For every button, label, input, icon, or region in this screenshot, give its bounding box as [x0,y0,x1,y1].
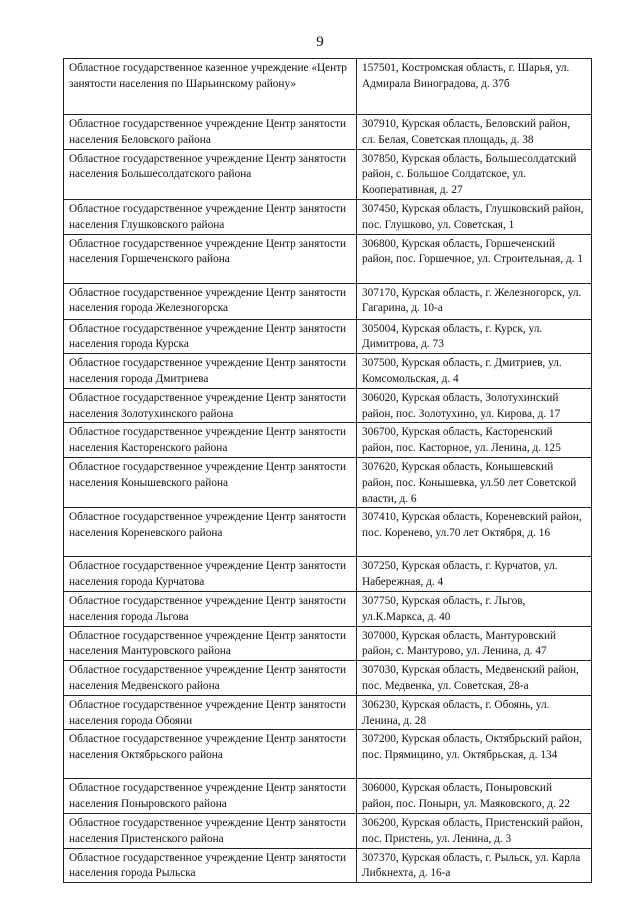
institution-name-cell: Областное государственное учреждение Центр занятости населения Кореневского района [64,508,357,557]
employment-centers-table [63,58,592,883]
table-row [64,695,592,730]
address-cell: 307250, Курская область, г. Курчатов, ул. Набережная, д. 4 [357,557,592,592]
table-row [64,557,592,592]
institution-name-cell: Областное государственное учреждение Центр занятости населения города Курчатова [64,557,357,592]
address-cell: 306200, Курская область, Пристенский район, пос. Пристень, ул. Ленина, д. 3 [357,813,592,848]
address-cell: 307410, Курская область, Кореневский район, пос. Коренево, ул.70 лет Октября, д. 16 [357,508,592,557]
address-cell: 305004, Курская область, г. Курск, ул. Димитрова, д. 73 [357,319,592,354]
table-row [64,388,592,423]
address-cell: 307000, Курская область, Мантуровский район, с. Мантурово, ул. Ленина, д. 47 [357,626,592,661]
table-row [64,848,592,883]
address-cell: 307620, Курская область, Конышевский район, пос. Конышевка, ул.50 лет Советской власти, д. 6 [357,457,592,507]
institution-name-cell: Областное государственное учреждение Центр занятости населения города Курска [64,319,357,354]
address-cell: 307450, Курская область, Глушковский район, пос. Глушково, ул. Советская, 1 [357,199,592,234]
institution-name-cell: Областное государственное учреждение Центр занятости населения Медвенского района [64,661,357,696]
table-row [64,319,592,354]
address-cell: 306000, Курская область, Поныровский район, пос. Поныри, ул. Маяковского, д. 22 [357,779,592,814]
table-row [64,149,592,199]
table-row [64,661,592,696]
address-cell: 157501, Костромская область, г. Шарья, ул. Адмирала Виноградова, д. 37б [357,59,592,115]
institution-name-cell: Областное государственное учреждение Центр занятости населения города Дмитриева [64,354,357,389]
address-cell: 307170, Курская область, г. Железногорск, ул. Гагарина, д. 10-а [357,283,592,319]
institution-name-cell: Областное государственное учреждение Центр занятости населения Золотухинского района [64,388,357,423]
address-cell: 307750, Курская область, г. Льгов, ул.К.Маркса, д. 40 [357,591,592,626]
institution-name-cell: Областное государственное учреждение Центр занятости населения города Железногорска [64,283,357,319]
address-cell: 307850, Курская область, Большесолдатский район, с. Большое Солдатское, ул. Кооперативная, д. 27 [357,149,592,199]
address-cell: 306800, Курская область, Горшеченский район, пос. Горшечное, ул. Строительная, д. 1 [357,234,592,283]
address-cell: 306020, Курская область, Золотухинский район, пос. Золотухино, ул. Кирова, д. 17 [357,388,592,423]
table-row [64,626,592,661]
table-row [64,199,592,234]
table-row [64,423,592,458]
address-cell: 307910, Курская область, Беловский район, сл. Белая, Советская площадь, д. 38 [357,115,592,150]
table-row [64,59,592,115]
table-row [64,457,592,507]
institution-name-cell: Областное государственное учреждение Центр занятости населения Мантуровского района [64,626,357,661]
table-row [64,234,592,283]
institution-name-cell: Областное государственное учреждение Центр занятости населения города Льгова [64,591,357,626]
institution-name-cell: Областное государственное учреждение Центр занятости населения Пристенского района [64,813,357,848]
table-row [64,730,592,779]
table-row [64,283,592,319]
institution-name-cell: Областное государственное учреждение Центр занятости населения Конышевского района [64,457,357,507]
page-number: 9 [316,34,324,50]
table-row [64,115,592,150]
institution-name-cell: Областное государственное учреждение Центр занятости населения города Обояни [64,695,357,730]
table-body [64,59,592,883]
table-row [64,779,592,814]
table-row [64,813,592,848]
address-cell: 307030, Курская область, Медвенский район, пос. Медвенка, ул. Советская, 28-а [357,661,592,696]
address-cell: 307200, Курская область, Октябрьский район, пос. Прямицино, ул. Октябрьская, д. 134 [357,730,592,779]
address-cell: 306230, Курская область, г. Обоянь, ул. Ленина, д. 28 [357,695,592,730]
institution-name-cell: Областное государственное учреждение Центр занятости населения города Рыльска [64,848,357,883]
institution-name-cell: Областное государственное учреждение Центр занятости населения Большесолдатского района [64,149,357,199]
table-row [64,354,592,389]
institution-name-cell: Областное государственное учреждение Центр занятости населения Беловского района [64,115,357,150]
institution-name-cell: Областное государственное учреждение Центр занятости населения Октябрьского района [64,730,357,779]
institution-name-cell: Областное государственное учреждение Центр занятости населения Поныровского района [64,779,357,814]
institution-name-cell: Областное государственное учреждение Центр занятости населения Касторенского района [64,423,357,458]
table-row [64,508,592,557]
address-cell: 307500, Курская область, г. Дмитриев, ул. Комсомольская, д. 4 [357,354,592,389]
table-row [64,591,592,626]
address-cell: 306700, Курская область, Касторенский район, пос. Касторное, ул. Ленина, д. 125 [357,423,592,458]
institution-name-cell: Областное государственное учреждение Центр занятости населения Глушковского района [64,199,357,234]
address-cell: 307370, Курская область, г. Рыльск, ул. Карла Либкнехта, д. 16-а [357,848,592,883]
institution-name-cell: Областное государственное учреждение Центр занятости населения Горшеченского района [64,234,357,283]
institution-name-cell: Областное государственное казенное учреждение «Центр занятости населения по Шарьинскому району» [64,59,357,115]
